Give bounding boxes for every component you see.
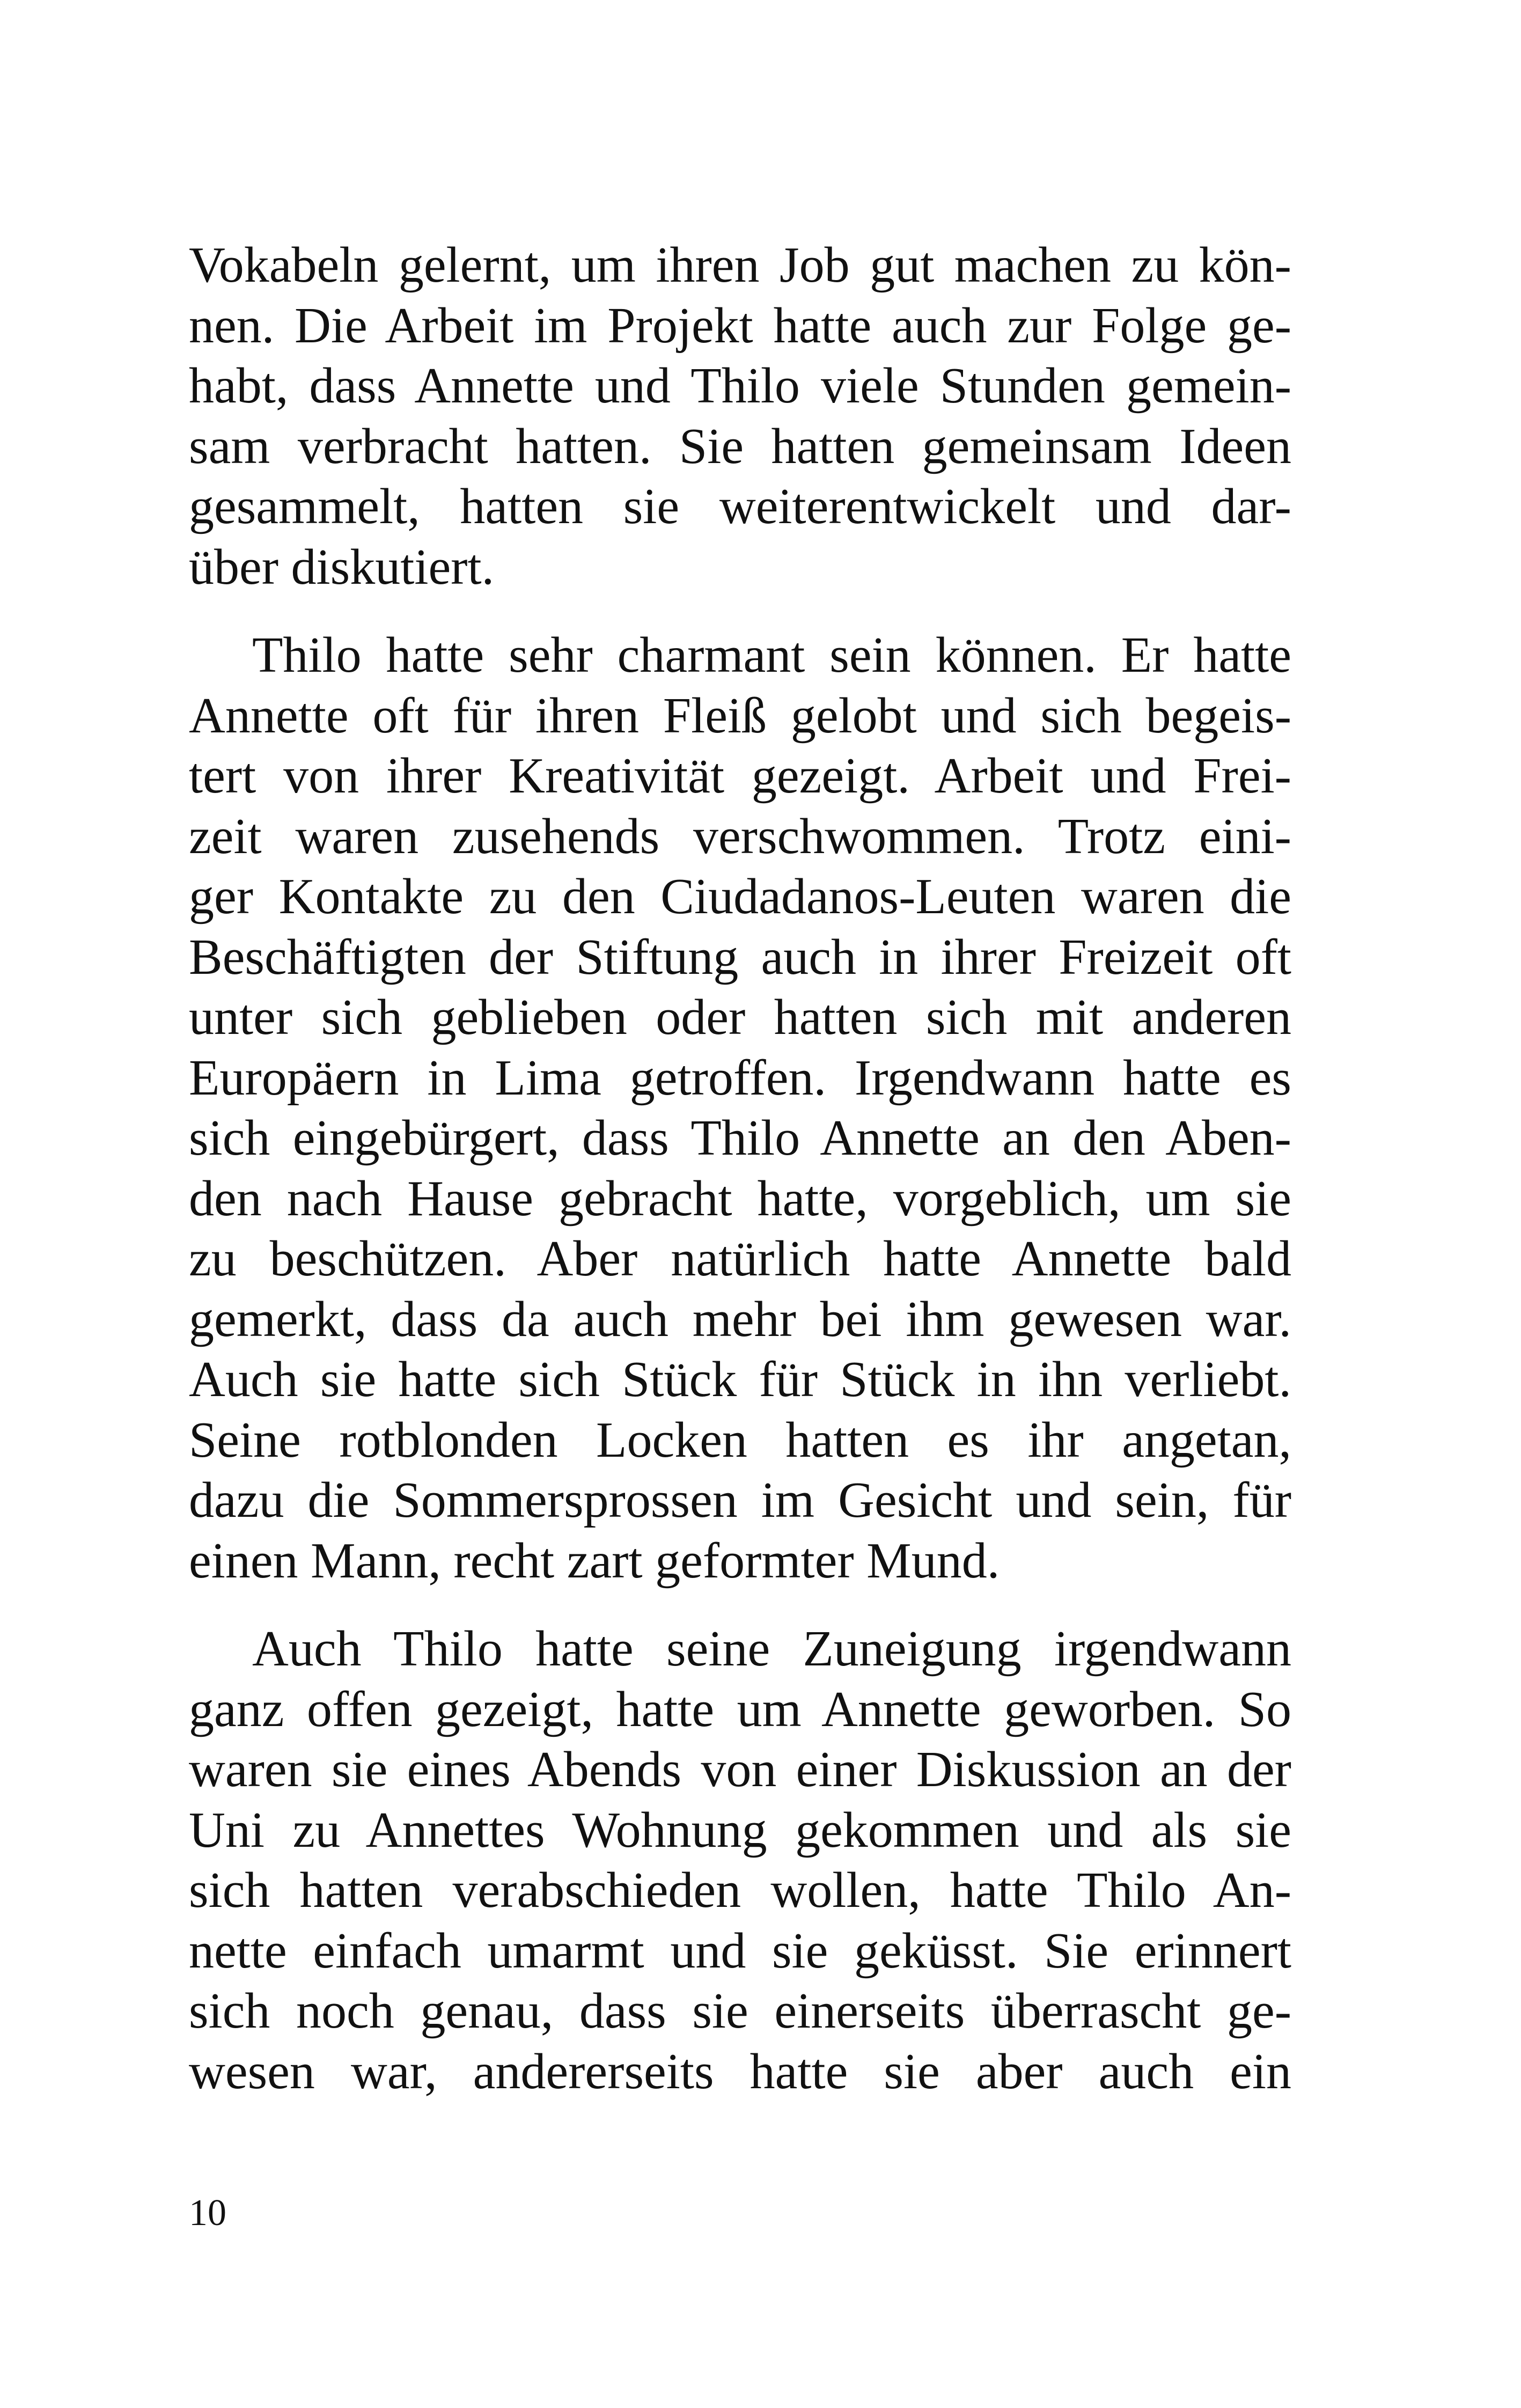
- text-line: gesammelt, hatten sie weiterentwickelt und dar-: [189, 479, 1291, 534]
- paragraph-spacer: [189, 597, 1291, 625]
- paragraph-2: [189, 625, 1291, 1591]
- text-line: gemerkt, dass da auch mehr bei ihm gewesen war.: [189, 1291, 1291, 1347]
- text-line: Beschäftigten der Stiftung auch in ihrer Freizeit oft: [189, 929, 1291, 985]
- text-line: ganz offen gezeigt, hatte um Annette geworben. So: [189, 1681, 1291, 1737]
- text-line: tert von ihrer Kreativität gezeigt. Arbeit und Frei-: [189, 748, 1291, 804]
- text-line: einen Mann, recht zart geformter Mund.: [189, 1532, 1000, 1589]
- text-line: sich hatten verabschieden wollen, hatte Thilo An-: [189, 1862, 1291, 1918]
- text-line: wesen war, andererseits hatte sie aber auch ein: [189, 2043, 1291, 2099]
- text-line: über diskutiert.: [189, 539, 495, 595]
- text-line: sich eingebürgert, dass Thilo Annette an den Aben-: [189, 1110, 1291, 1166]
- text-line: Annette oft für ihren Fleiß gelobt und sich begeis-: [189, 687, 1291, 744]
- text-line: Uni zu Annettes Wohnung gekommen und als sie: [189, 1802, 1291, 1858]
- text-line: sam verbracht hatten. Sie hatten gemeinsam Ideen: [189, 418, 1291, 474]
- text-line: zeit waren zusehends verschwommen. Trotz eini-: [189, 808, 1291, 864]
- body-text: [189, 235, 1291, 2102]
- text-line: ger Kontakte zu den Ciudadanos-Leuten waren die: [189, 869, 1291, 924]
- text-line: waren sie eines Abends von einer Diskussion an der: [189, 1742, 1291, 1797]
- text-line: Thilo hatte sehr charmant sein können. Er hatte: [252, 627, 1291, 683]
- text-line: habt, dass Annette und Thilo viele Stunden gemein-: [189, 358, 1291, 414]
- paragraph-1: [189, 235, 1291, 597]
- paragraph-spacer: [189, 1591, 1291, 1619]
- text-line: Seine rotblonden Locken hatten es ihr angetan,: [189, 1412, 1291, 1468]
- text-line: zu beschützen. Aber natürlich hatte Annette bald: [189, 1231, 1291, 1287]
- text-line: nette einfach umarmt und sie geküsst. Sie erinnert: [189, 1922, 1291, 1979]
- text-line: dazu die Sommersprossen im Gesicht und sein, für: [189, 1472, 1291, 1528]
- text-line: Auch Thilo hatte seine Zuneigung irgendwann: [252, 1621, 1291, 1677]
- text-line: sich noch genau, dass sie einerseits überrascht ge-: [189, 1983, 1291, 2039]
- text-line: unter sich geblieben oder hatten sich mit anderen: [189, 989, 1291, 1045]
- text-line: den nach Hause gebracht hatte, vorgeblich, um sie: [189, 1170, 1291, 1227]
- text-line: Vokabeln gelernt, um ihren Job gut machen zu kön-: [189, 237, 1291, 293]
- paragraph-3: [189, 1619, 1291, 2102]
- text-line: nen. Die Arbeit im Projekt hatte auch zur Folge ge-: [189, 297, 1291, 354]
- text-line: Auch sie hatte sich Stück für Stück in ihn verliebt.: [189, 1352, 1291, 1407]
- page-number: 10: [189, 2192, 226, 2234]
- text-line: Europäern in Lima getroffen. Irgendwann hatte es: [189, 1049, 1291, 1106]
